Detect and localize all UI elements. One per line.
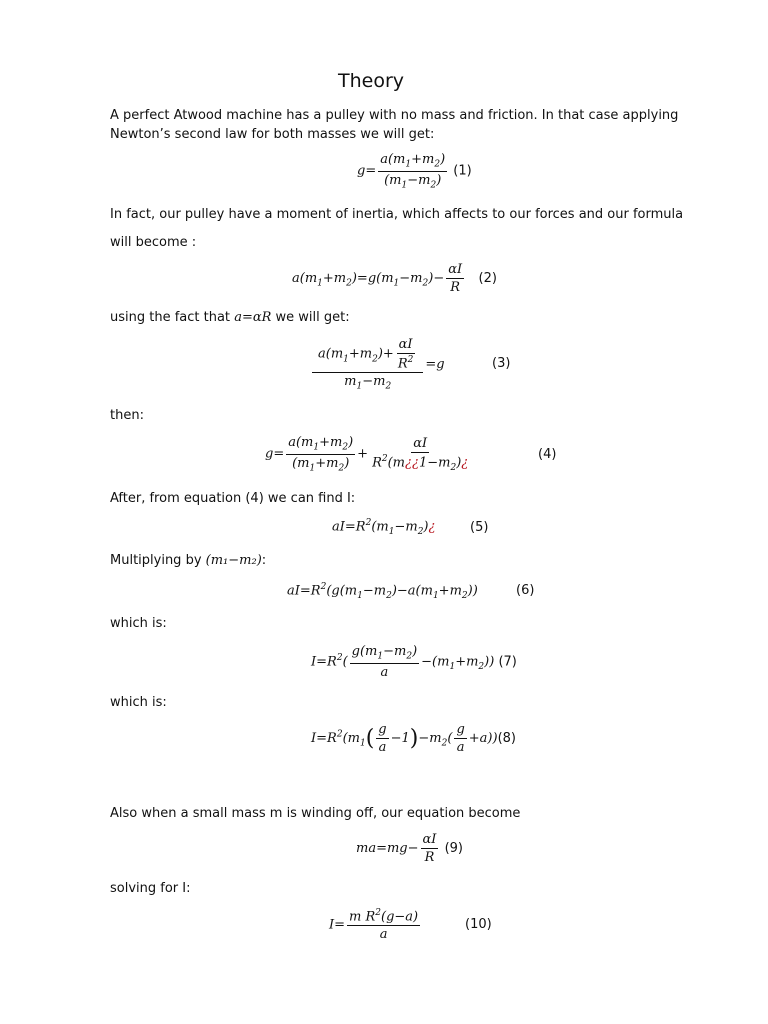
also-paragraph: Also when a small mass m is winding off, our equation become xyxy=(110,806,521,821)
multiplying-equation: (m₁−m₂) xyxy=(205,553,262,568)
equation-3: $a(m_1+m_2)+$ $\frac{\alpha I}{R^2}$ $m_1-m_2$ =g xyxy=(310,337,445,392)
equation-number-1: (1) xyxy=(453,163,472,179)
equation-number-4: (4) xyxy=(538,447,557,462)
which-is-label-2: which is: xyxy=(110,695,167,710)
equation-number-5: (5) xyxy=(470,520,489,535)
then-label: then: xyxy=(110,408,144,423)
multiplying-text: Multiplying by xyxy=(110,553,202,568)
multiplying-paragraph xyxy=(110,551,720,570)
using-fact-text: using the fact that xyxy=(110,310,231,325)
equation-10: I= $\frac{m R^2(g-a)}{a}$ xyxy=(329,908,419,943)
equation-6: $aI=R^2(g(m_1-m_2)-a(m_1+m_2))$ xyxy=(287,582,478,601)
solving-label: solving for I: xyxy=(110,881,191,896)
equation-7: $I=R^2$( $\frac{g(m_1-m_2)}{a}$ $-(m_1+m_2)$) (7) xyxy=(311,644,517,680)
intro-paragraph: A perfect Atwood machine has a pulley with no mass and friction. In that case applying Newton’s second law for both masses we will get: xyxy=(110,108,679,142)
multiplying-tail: : xyxy=(261,553,267,568)
equation-8: $I=R^2(m_1$( $\frac{g}{a}$ $-1)-m_2$( $\frac{g}{a}$ +a))(8) xyxy=(311,722,516,755)
using-fact-equation: a=αR xyxy=(234,310,272,325)
using-fact-paragraph xyxy=(110,308,720,327)
equation-number-10: (10) xyxy=(465,917,492,932)
equation-number-3: (3) xyxy=(492,356,511,371)
equation-1: g= $\frac{a(m_1+m_2)}{(m_1-m_2)}$ (1) xyxy=(357,152,472,191)
equation-2: $a(m_1+m_2)=g(m_1-m_2)-$ $\frac{\alpha I}{R}$ (2) xyxy=(292,262,497,295)
equation-5: $aI=R^2(m_1-m_2)¿$ xyxy=(332,518,436,537)
which-is-label-1: which is: xyxy=(110,616,167,631)
after-paragraph: After, from equation (4) we can find I: xyxy=(110,491,356,506)
equation-4: g= $\frac{a(m_1+m_2)}{(m_1+m_2)}$ + $\frac{\alpha I}{R^2(m¿¿1-m_2)¿}$ xyxy=(265,435,469,474)
equation-number-6: (6) xyxy=(516,583,535,598)
equation-number-9: (9) xyxy=(444,841,463,856)
inertia-paragraph-1: In fact, our pulley have a moment of inertia, which affects to our forces and our formula xyxy=(110,207,684,222)
equation-9: ma=mg− $\frac{\alpha I}{R}$ (9) xyxy=(356,832,463,865)
using-fact-tail: we will get: xyxy=(271,310,350,325)
page-title: Theory xyxy=(337,70,405,92)
inertia-paragraph-2: will become : xyxy=(110,235,197,250)
equation-number-2: (2) xyxy=(478,271,497,286)
equation-number-8: (8) xyxy=(497,731,516,746)
equation-number-7: (7) xyxy=(498,654,517,670)
